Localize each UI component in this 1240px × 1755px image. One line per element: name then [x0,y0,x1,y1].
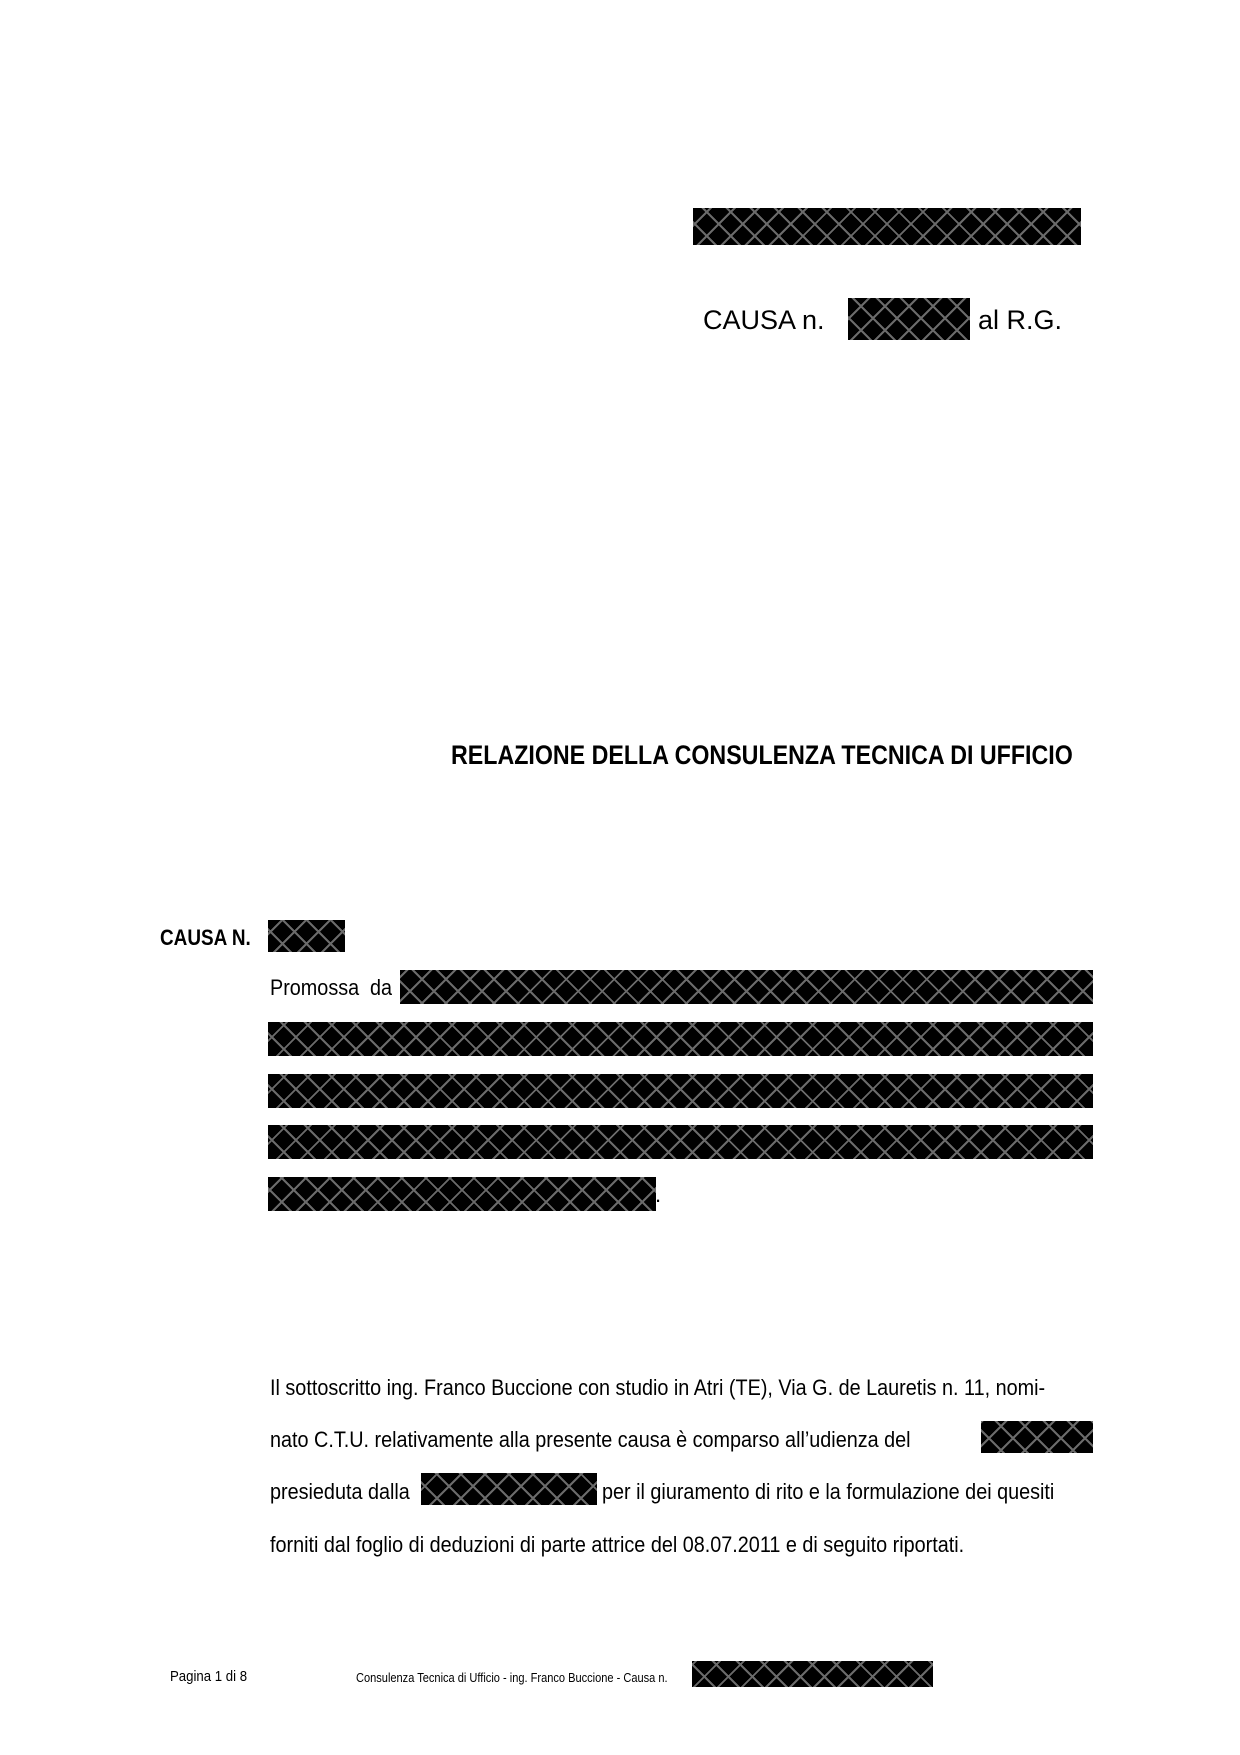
redacted-parties-line-2 [268,1022,1093,1056]
causa-header-prefix: CAUSA n. [703,305,825,335]
redacted-parties-line-4 [268,1125,1093,1159]
redacted-parties-line-1 [400,970,1093,1004]
redacted-parties-line-5 [268,1177,656,1211]
paragraph-line-1: Il sottoscritto ing. Franco Buccione con studio in Atri (TE), Via G. de Lauretis n. 11, nomi- [270,1375,1046,1400]
paragraph-line-3-end: per il giuramento di rito e la formulazione dei quesiti [602,1479,1055,1504]
parties-end-period: . [655,1182,662,1207]
redacted-footer-causa [692,1661,933,1687]
footer-text: Consulenza Tecnica di Ufficio - ing. Franco Buccione - Causa n. [356,1670,668,1685]
causa-label: CAUSA N. [160,925,251,950]
paragraph-line-2: nato C.T.U. relativamente alla presente causa è comparso all’udienza del [270,1427,911,1452]
redacted-header-name [693,208,1081,245]
paragraph-line-3-start: presieduta dalla [270,1479,410,1504]
paragraph-line-4: forniti dal foglio di deduzioni di parte attrice del 08.07.2011 e di seguito riportati. [270,1532,965,1557]
redacted-causa-number [848,298,970,340]
document-title: RELAZIONE DELLA CONSULENZA TECNICA DI UFFICIO [451,740,1073,770]
redacted-hearing-date [981,1421,1093,1453]
promossa-label: Promossa da [270,975,393,1000]
causa-header-suffix: al R.G. [978,305,1063,335]
redacted-judge-name [421,1473,597,1505]
footer-page-number: Pagina 1 di 8 [170,1668,248,1685]
redacted-parties-line-3 [268,1074,1093,1108]
redacted-causa-n [268,920,345,952]
